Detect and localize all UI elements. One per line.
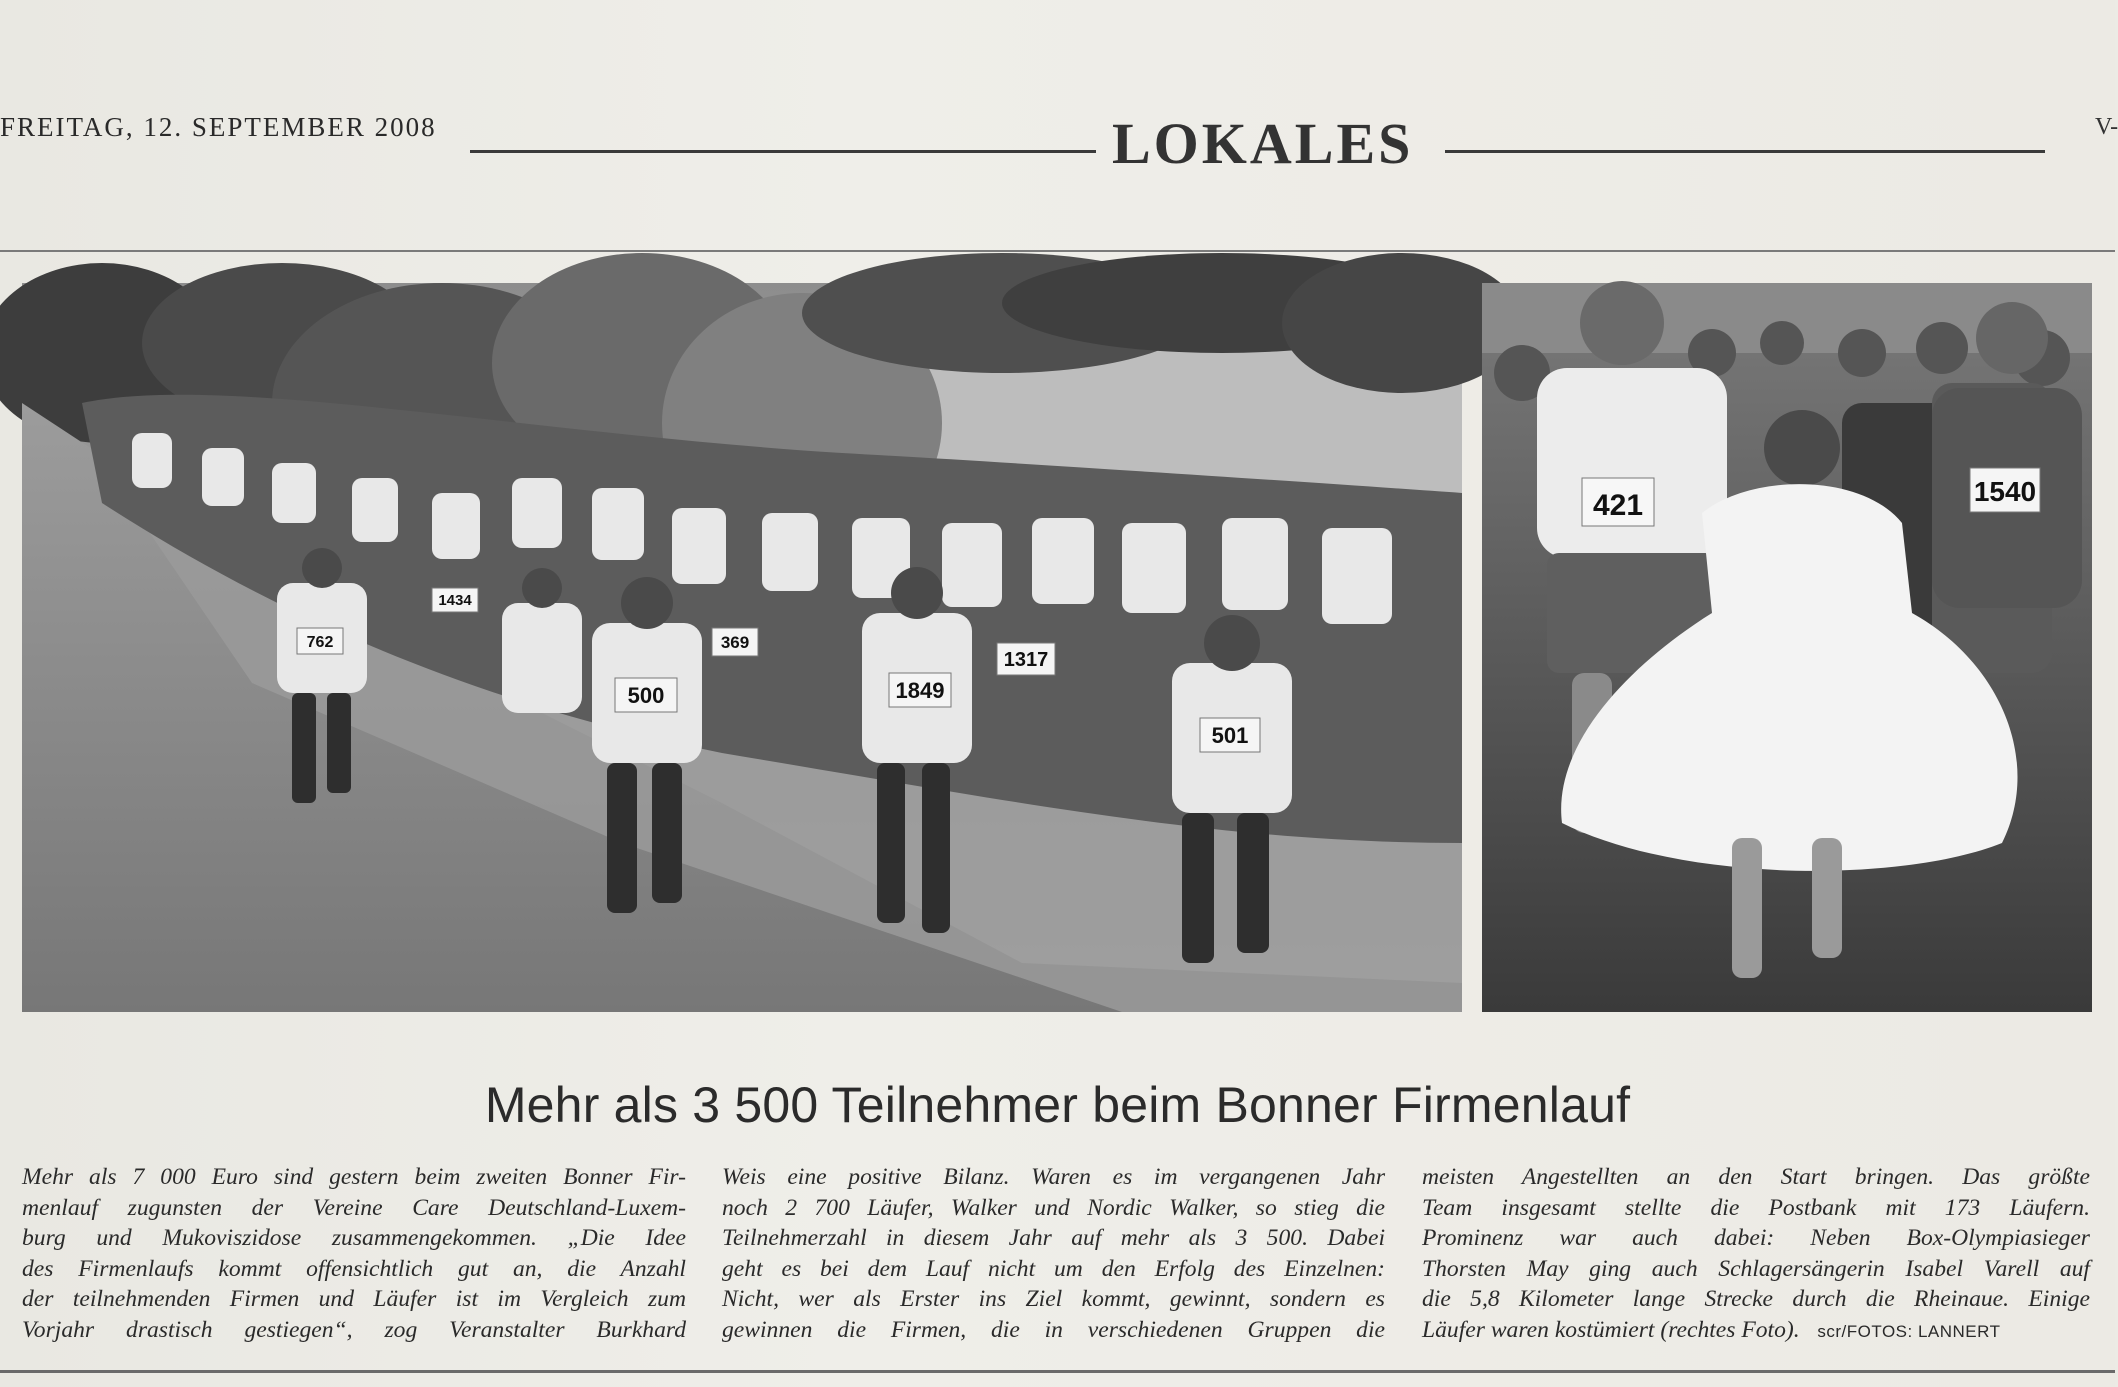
top-divider [0,250,2115,252]
section-title: LOKALES [1112,111,1414,176]
article-column-3 [1422,1162,2090,1347]
col2-line: noch 2 700 Läufer, Walker und Nordic Walker, so stieg die [722,1194,1385,1221]
header-rule-right [1445,150,2045,153]
article-headline: Mehr als 3 500 Teilnehmer beim Bonner Firmenlauf [484,1077,1631,1133]
bib-500: 500 [627,683,665,708]
col3-line: Läufer waren kostümiert (rechtes Foto). [1422,1316,1800,1343]
article-column-2 [722,1162,1385,1345]
bib-762: 762 [306,634,334,651]
issue-date: FREITAG, 12. SEPTEMBER 2008 [0,112,437,142]
col3-line: meisten Angestellten an den Start bringen. Das größte [1422,1164,2090,1190]
col3-line: Prominenz war auch dabei: Neben Box-Olympiasieger [1422,1225,2090,1251]
col2-line: geht es bei dem Lauf nicht um den Erfolg des Einzelnen: [722,1255,1385,1282]
col1-line: Mehr als 7 000 Euro sind gestern beim zweiten Bonner Fir- [22,1164,686,1190]
col2-line: gewinnen die Firmen, die in verschiedenen Gruppen die [722,1316,1385,1343]
bib-1317: 1317 [1003,649,1049,671]
bib-421: 421 [1592,489,1644,522]
photo-costumed-runner [1482,283,2092,1012]
col3-line: Thorsten May ging auch Schlagersängerin Isabel Varell auf [1422,1255,2090,1282]
col3-last-line [1422,1315,2090,1348]
bib-1434: 1434 [438,592,472,609]
bib-1540: 1540 [1973,476,2037,507]
bib-369: 369 [720,633,750,652]
col2-line: Teilnehmerzahl in diesem Jahr auf mehr als 3 500. Dabei [722,1225,1385,1251]
col3-line: Team insgesamt stellte die Postbank mit 173 Läufern. [1422,1194,2090,1221]
bib-501: 501 [1211,723,1249,748]
col1-line: menlauf zugunsten der Vereine Care Deutschland-Luxem- [22,1194,686,1221]
header-rule-left [470,150,1096,153]
bib-1849: 1849 [895,678,945,703]
col2-line: Weis eine positive Bilanz. Waren es im vergangenen Jahr [722,1164,1385,1190]
col1-line: Vorjahr drastisch gestiegen“, zog Veranstalter Burkhard [22,1316,686,1343]
col1-line: des Firmenlaufs kommt offensichtlich gut an, die Anzahl [22,1255,686,1282]
photo-credit: scr/FOTOS: LANNERT [1817,1321,2001,1341]
page-edge-mark: V- [2095,114,2118,140]
photo-runners-park [22,283,1462,1012]
col3-line: die 5,8 Kilometer lange Strecke durch die Rheinaue. Einige [1422,1286,2090,1312]
bottom-divider [0,1370,2115,1373]
col1-line: burg und Mukoviszidose zusammengekommen. „Die Idee [22,1225,686,1251]
col2-line: Nicht, wer als Erster ins Ziel kommt, gewinnt, sondern es [722,1286,1385,1312]
article-column-1 [22,1162,686,1345]
col1-line: der teilnehmenden Firmen und Läufer ist im Vergleich zum [22,1286,686,1312]
